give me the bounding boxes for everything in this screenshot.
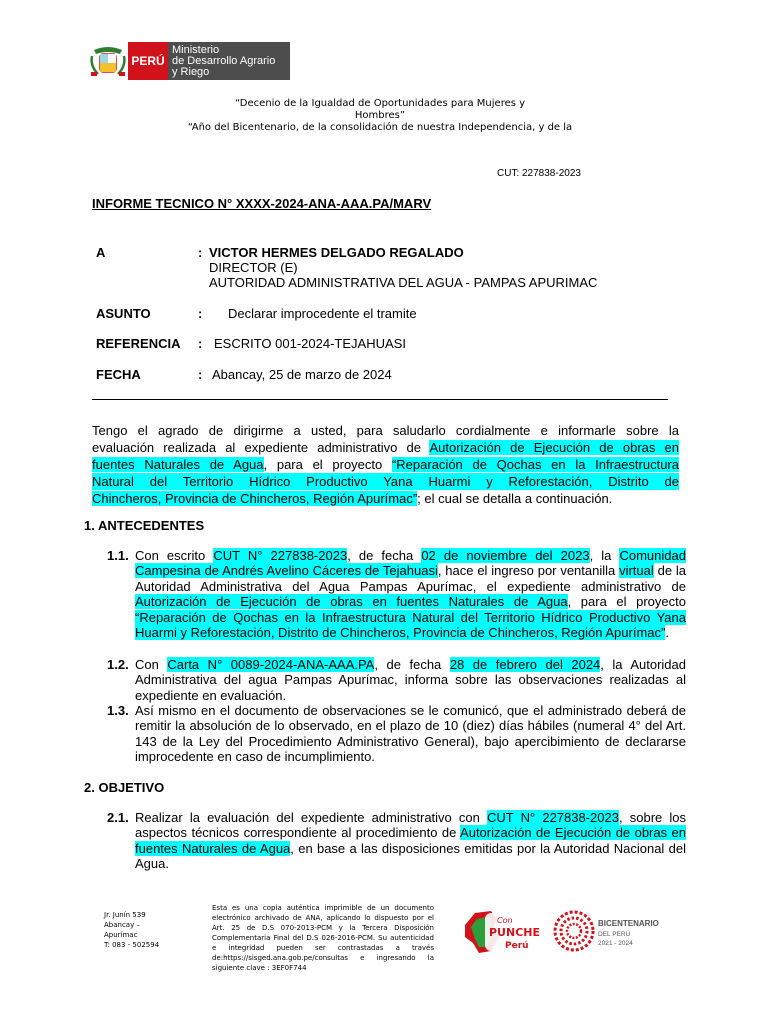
footer-address: Jr. Junín 539 Abancay – Apurímac T: 083 - 502594 [104, 911, 160, 949]
footer-authenticity-notice: Esta es una copia auténtica imprimible de un documento electrónico archivado de ANA, aplicando lo dispuesto por el Art. 25 de D.S 070-2013-PCM y la Tercera Disposición Complementaria Final del D.S 026-2016-PCM. Su autenticidad e integridad pueden ser contrastadas a través de:https://sisged.ana.gob.pe/consultas e ingresando la siguiente clave : 3EF0F744 [212, 904, 434, 972]
cut-number: CUT: 227838-2023 [497, 168, 581, 179]
svg-text:PUNCHE: PUNCHE [489, 926, 540, 939]
year-heading: “Año del Bicentenario, de la consolidación de nuestra Independencia, y de la [187, 122, 573, 132]
peru-label: PERÚ [128, 42, 168, 80]
coat-of-arms-icon [88, 42, 128, 80]
svg-text:DEL PERÚ: DEL PERÚ [598, 931, 631, 938]
svg-text:Con: Con [497, 916, 513, 925]
svg-text:BICENTENARIO: BICENTENARIO [598, 919, 659, 928]
separator-line [92, 399, 668, 400]
report-title: INFORME TECNICO N° XXXX-2024-ANA-AAA.PA/MARV [92, 196, 432, 211]
bicentenario-logo [552, 906, 672, 956]
con-punche-peru-logo [461, 905, 545, 957]
ministry-logo [88, 42, 290, 80]
decenio-heading: “Decenio de la Igualdad de Oportunidades para Mujeres y Hombres” [234, 98, 526, 121]
ministry-name: Ministerio de Desarrollo Agrario y Riego [168, 42, 290, 80]
intro-paragraph: Tengo el agrado de dirigirme a usted, para saludarlo cordialmente e informarle sobre la evaluación realizada al expediente administrativo de Autorización de Ejecución de obras en fuentes Naturales de Agua, para el proyecto “Reparación de Qochas en la Infraestructura Natural del Territorio Hídrico Productivo Yana Huarmi y Reforestación, Distrito de Chincheros, Provincia de Chincheros, Región Apurímac”; el cual se detalla a continuación. [92, 423, 679, 506]
svg-text:Perú: Perú [505, 941, 529, 951]
section-objetivo-title: 2. OBJETIVO [84, 780, 165, 795]
section-antecedentes-title: 1. ANTECEDENTES [84, 518, 205, 533]
svg-text:2021 - 2024: 2021 - 2024 [598, 940, 633, 947]
